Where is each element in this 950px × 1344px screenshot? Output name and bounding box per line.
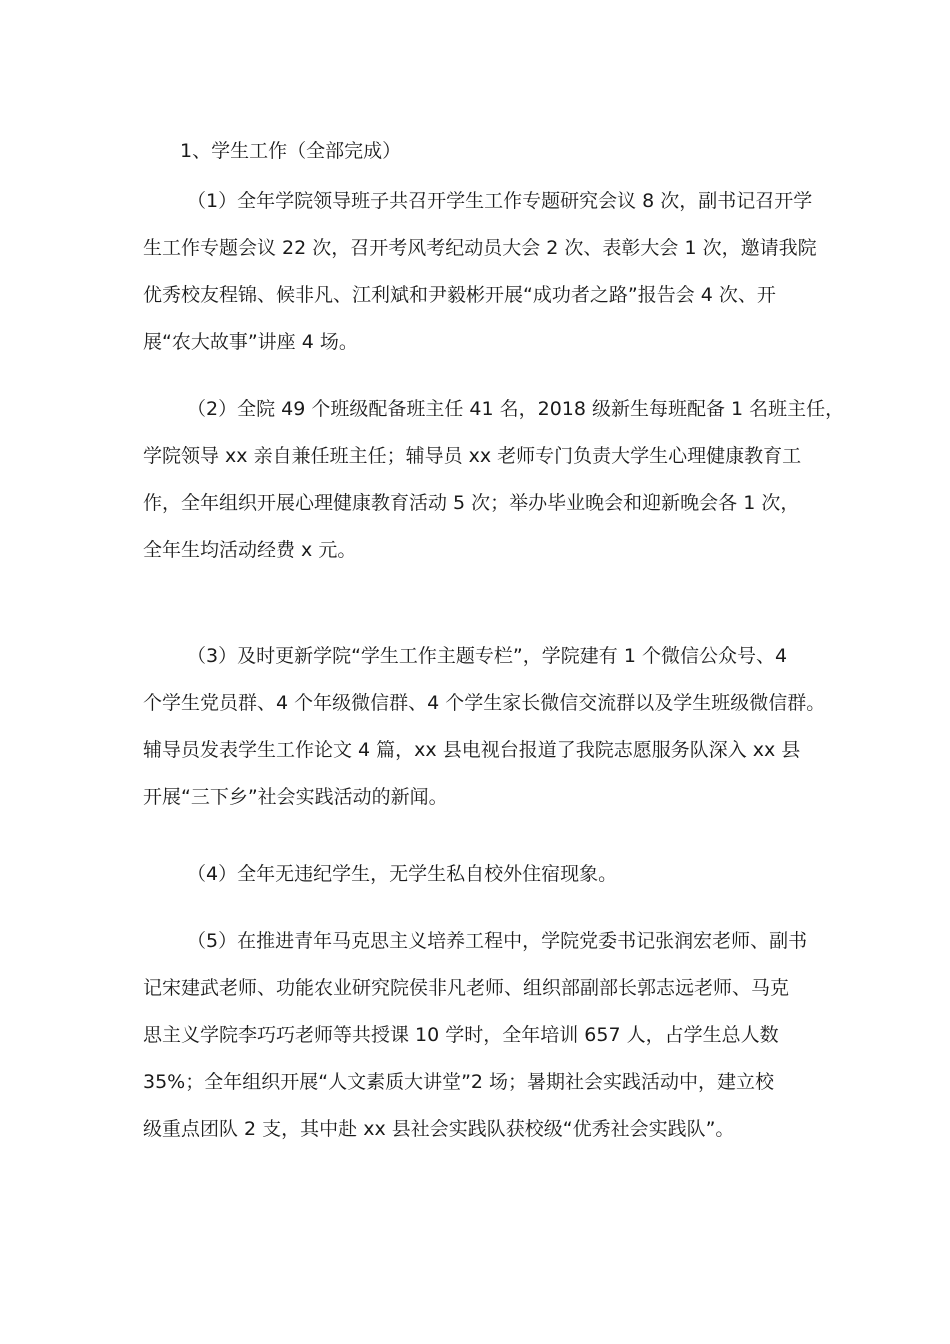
- paragraph-line: 35%；全年组织开展“人文素质大讲堂”2 场；暑期社会实践活动中，建立校: [143, 1071, 775, 1093]
- paragraph-5: [143, 918, 815, 1153]
- paragraph-1: [143, 178, 815, 366]
- paragraph-line: 开展“三下乡”社会实践活动的新闻。: [143, 786, 448, 808]
- paragraph-line: 思主义学院李巧巧老师等共授课 10 学时，全年培训 657 人，占学生总人数: [143, 1024, 779, 1046]
- paragraph-line: （5）在推进青年马克思主义培养工程中，学院党委书记张润宏老师、副书: [187, 930, 808, 952]
- paragraph-line: 个学生党员群、4 个年级微信群、4 个学生家长微信交流群以及学生班级微信群。: [143, 692, 826, 714]
- paragraph-line: （1）全年学院领导班子共召开学生工作专题研究会议 8 次，副书记召开学: [187, 190, 813, 212]
- paragraph-line: 学院领导 xx 亲自兼任班主任；辅导员 xx 老师专门负责大学生心理健康教育工: [143, 445, 802, 467]
- section-heading: 1、学生工作（全部完成）: [180, 140, 402, 162]
- paragraph-line: 展“农大故事”讲座 4 场。: [143, 331, 358, 353]
- paragraph-line: 辅导员发表学生工作论文 4 篇，xx 县电视台报道了我院志愿服务队深入 xx 县: [143, 739, 801, 761]
- paragraph-line: （4）全年无违纪学生，无学生私自校外住宿现象。: [187, 863, 618, 885]
- paragraph-line: （3）及时更新学院“学生工作主题专栏”，学院建有 1 个微信公众号、4: [187, 645, 788, 667]
- paragraph-3: [143, 633, 826, 821]
- paragraph-line: 作，全年组织开展心理健康教育活动 5 次；举办毕业晚会和迎新晚会各 1 次，: [143, 492, 800, 514]
- paragraph-2: [143, 386, 845, 574]
- paragraph-line: 生工作专题会议 22 次，召开考风考纪动员大会 2 次、表彰大会 1 次，邀请我院: [143, 237, 817, 259]
- paragraph-line: 全年生均活动经费 x 元。: [143, 539, 357, 561]
- paragraph-line: 优秀校友程锦、候非凡、江利斌和尹毅彬开展“成功者之路”报告会 4 次、开: [143, 284, 776, 306]
- paragraph-line: （2）全院 49 个班级配备班主任 41 名，2018 级新生每班配备 1 名班主任，: [187, 398, 845, 420]
- paragraph-line: 记宋建武老师、功能农业研究院侯非凡老师、组织部副部长郭志远老师、马克: [143, 977, 790, 999]
- paragraph-4: [143, 851, 815, 898]
- paragraph-line: 级重点团队 2 支，其中赴 xx 县社会实践队获校级“优秀社会实践队”。: [143, 1118, 735, 1140]
